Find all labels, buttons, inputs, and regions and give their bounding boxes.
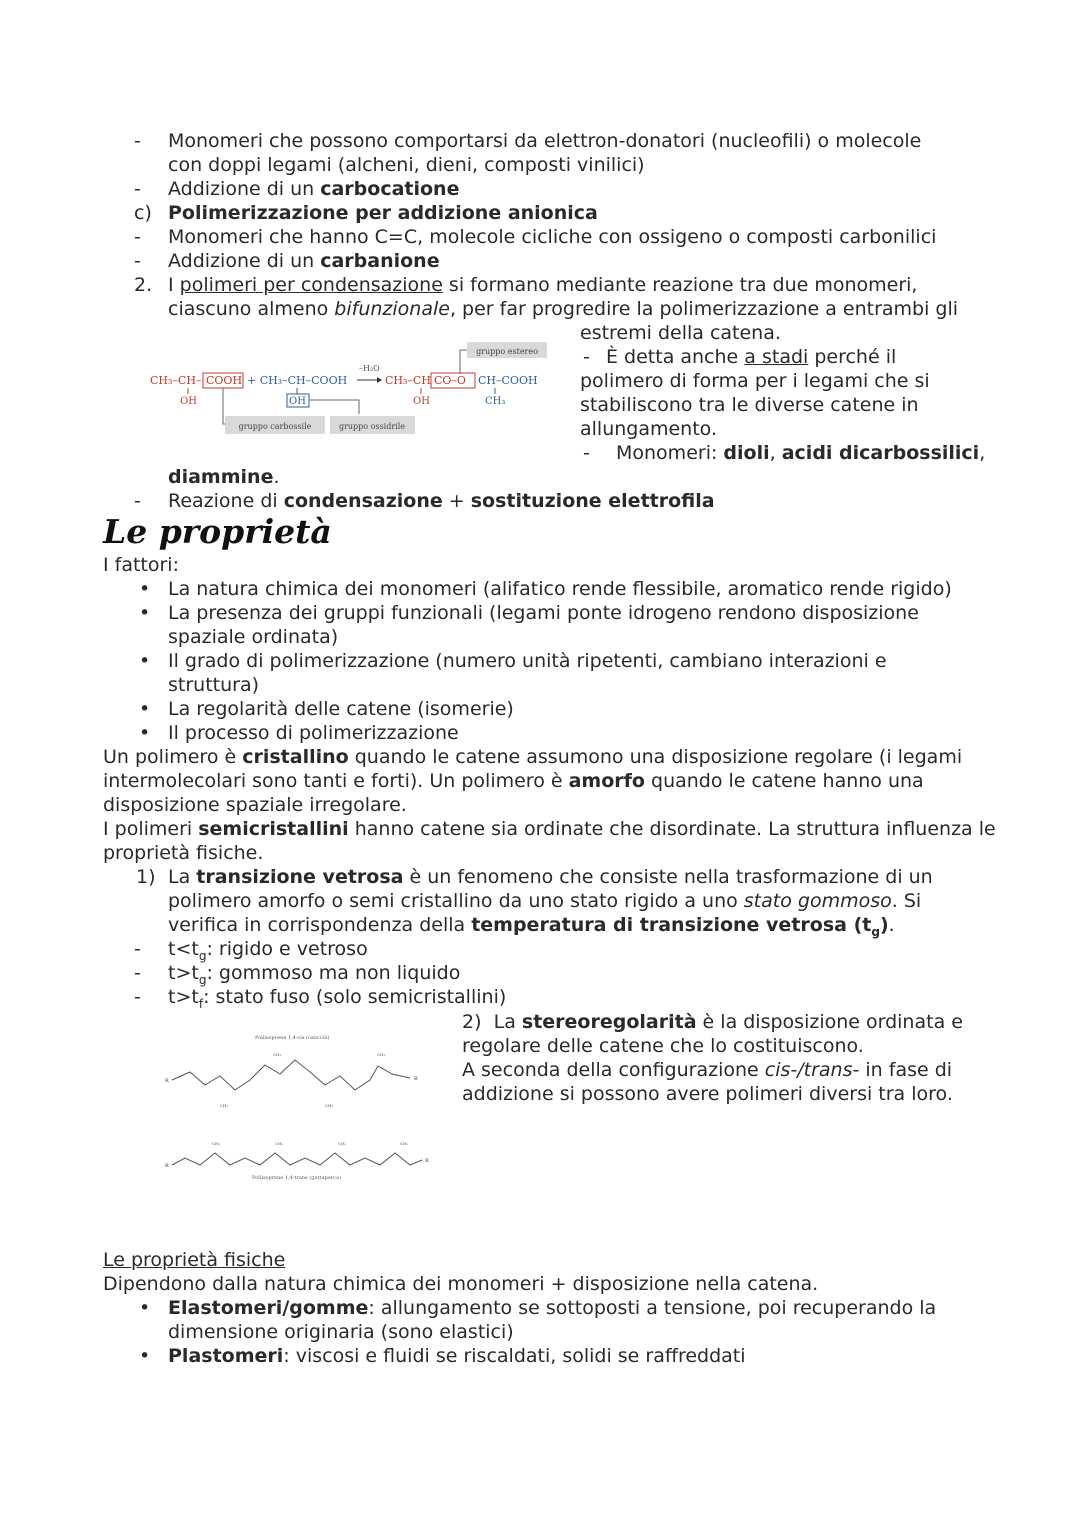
text-line: Monomeri: dioli, acidi dicarbossilici, (616, 442, 986, 464)
dash-marker: - (134, 938, 141, 960)
dash-marker: - (134, 490, 141, 512)
oh-1: OH (180, 396, 197, 407)
list-item: struttura) (168, 674, 260, 696)
text-line: Monomeri che hanno C=C, molecole cicliche con ossigeno o composti carbonilici (168, 226, 937, 248)
section-subtitle: Polimerizzazione per addizione anionica (168, 202, 598, 224)
text-line: $t>t_f$: stato fuso (solo semicristallini) (168, 986, 507, 1011)
polyisoprene-figure (160, 1030, 440, 1190)
text-line: $t<t_g$: rigido e vetroso (168, 938, 368, 963)
list-item: Il grado di polimerizzazione (numero unità ripetenti, cambiano interazioni e (168, 650, 887, 672)
condensation-reaction-figure (145, 338, 565, 442)
paragraph-line: Un polimero è cristallino quando le catene assumono una disposizione regolare (i legami (103, 746, 963, 768)
text-line: Addizione di un carbocatione (168, 178, 460, 200)
paragraph-line: I polimeri semicristallini hanno catene sia ordinate che disordinate. La struttura influenza le (103, 818, 996, 840)
r-label: R (414, 1076, 418, 1082)
paragraph-line: Dipendono dalla natura chimica dei monomeri + disposizione nella catena. (103, 1273, 819, 1295)
dash-marker: - (134, 962, 141, 984)
list-item: Elastomeri/gomme: allungamento se sottoposti a tensione, poi recuperando la (168, 1297, 937, 1319)
ch3-label: CH₃ (275, 1141, 284, 1146)
paragraph-line: intermolecolari sono tanti e forti). Un polimero è amorfo quando le catene hanno una (103, 770, 924, 792)
r-label: R (165, 1078, 169, 1084)
r-label: R (425, 1158, 429, 1164)
bullet-marker: • (139, 650, 151, 672)
list-marker-1: 1) (136, 866, 156, 888)
hydroxyl-label: gruppo ossidrile (338, 422, 406, 431)
text-line: stabiliscono tra le diverse catene in (580, 394, 919, 416)
list-item: Il processo di polimerizzazione (168, 722, 459, 744)
text-line: ciascuno almeno bifunzionale, per far progredire la polimerizzazione a entrambi gli (168, 298, 959, 320)
r-label: R (165, 1163, 169, 1169)
text-line: polimero amorfo o semi cristallino da uno stato rigido a uno stato gommoso. Si (168, 890, 922, 912)
dash-marker: - (134, 130, 141, 152)
text-line: Reazione di condensazione + sostituzione elettrofila (168, 490, 715, 512)
paragraph-line: proprietà fisiche. (103, 842, 264, 864)
text-line: 2) La stereoregolarità è la disposizione ordinata e (462, 1011, 963, 1033)
list-item: Plastomeri: viscosi e fluidi se riscaldati, solidi se raffreddati (168, 1345, 746, 1367)
oh-2: OH (289, 396, 306, 407)
bullet-marker: • (139, 1297, 151, 1319)
dash-marker: - (583, 346, 590, 368)
cis-chain (172, 1060, 410, 1090)
list-item: La natura chimica dei monomeri (alifatico rende flessibile, aromatico rende rigido) (168, 578, 952, 600)
text-line: allungamento. (580, 418, 718, 440)
paragraph-line: disposizione spaziale irregolare. (103, 794, 407, 816)
text-line: La transizione vetrosa è un fenomeno che consiste nella trasformazione di un (168, 866, 933, 888)
ch3-label: CH₃ (212, 1141, 221, 1146)
text-line: Monomeri che possono comportarsi da elettron-donatori (nucleofili) o molecole (168, 130, 922, 152)
ch3-label: CH₃ (325, 1103, 334, 1108)
dash-marker: - (134, 178, 141, 200)
bullet-marker: • (139, 722, 151, 744)
bullet-marker: • (139, 1345, 151, 1367)
ch3-label: CH₃ (220, 1103, 229, 1108)
monomer-1: CH₃–CH– (150, 374, 202, 387)
monomer-2: + CH₃–CH–COOH (247, 374, 348, 387)
list-marker-c: c) (134, 202, 152, 224)
list-item: spaziale ordinata) (168, 626, 339, 648)
trans-label: Poliisoprene 1,4-trans (guttaperca) (252, 1175, 341, 1181)
text-line: I fattori: (103, 554, 179, 576)
ch3-label: CH₃ (400, 1141, 409, 1146)
list-marker-2: 2. (134, 274, 153, 296)
subsection-heading: Le proprietà fisiche (103, 1249, 286, 1271)
cis-label: Poliisoprene 1,4-cis (caucciù) (255, 1035, 330, 1041)
bullet-marker: • (139, 602, 151, 624)
text-line: A seconda della configurazione cis-/trans- in fase di (462, 1059, 953, 1081)
product-right: CH–COOH (478, 374, 538, 387)
text-line: Addizione di un carbanione (168, 250, 440, 272)
bullet-marker: • (139, 578, 151, 600)
arrow-label: –H₂O (359, 364, 380, 373)
text-line: verifica in corrispondenza della temperatura di transizione vetrosa $(t_g)$. (168, 914, 895, 939)
dash-marker: - (583, 442, 590, 464)
text-line: estremi della catena. (580, 322, 781, 344)
text-line: È detta anche a stadi perché il (606, 346, 897, 368)
list-item: La presenza dei gruppi funzionali (legami ponte idrogeno rendono disposizione (168, 602, 919, 624)
carboxyl-label: gruppo carbossile (238, 422, 312, 431)
section-title: Le proprietà (103, 512, 332, 551)
ch3-label: CH₃ (338, 1141, 347, 1146)
bullet-marker: • (139, 698, 151, 720)
text-line: $t>t_g$: gommoso ma non liquido (168, 962, 461, 987)
text-line: diammine. (168, 466, 280, 488)
dash-marker: - (134, 250, 141, 272)
ester-group: CO–O (434, 374, 466, 387)
text-line: polimero di forma per i legami che si (580, 370, 930, 392)
dash-marker: - (134, 226, 141, 248)
carboxyl-group: COOH (206, 374, 243, 387)
dash-marker: - (134, 986, 141, 1008)
text-line: I polimeri per condensazione si formano mediante reazione tra due monomeri, (168, 274, 918, 296)
list-item: La regolarità delle catene (isomerie) (168, 698, 514, 720)
ch3-label: CH₃ (273, 1052, 282, 1057)
product-left: CH₃–CH (385, 374, 431, 387)
list-item: dimensione originaria (sono elastici) (168, 1321, 514, 1343)
text-line: regolare delle catene che lo costituiscono. (462, 1035, 864, 1057)
trans-chain (172, 1153, 422, 1165)
ester-label: gruppo estereo (476, 347, 538, 356)
oh-3: OH (413, 396, 430, 407)
ch3-sub: CH₃ (485, 396, 506, 407)
ch3-label: CH₃ (377, 1052, 386, 1057)
text-line: addizione si possono avere polimeri diversi tra loro. (462, 1083, 953, 1105)
text-line: con doppi legami (alcheni, dieni, composti vinilici) (168, 154, 645, 176)
